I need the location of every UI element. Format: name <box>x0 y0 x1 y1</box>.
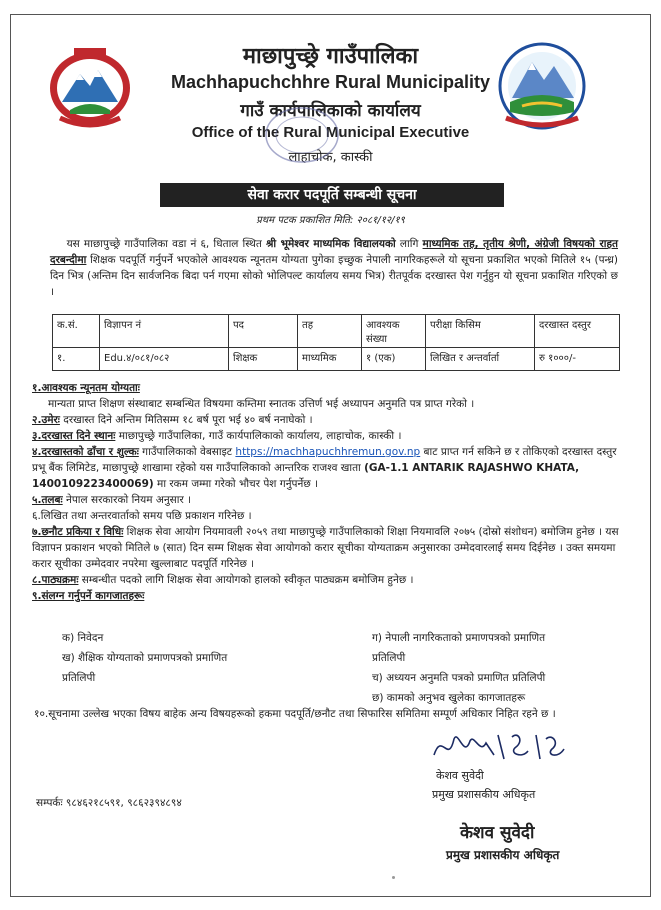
notice-title: सेवा करार पदपूर्ति सम्बन्धी सूचना <box>160 183 504 207</box>
section-heading: ९.संलग्न गर्नुपर्ने कागजातहरूः <box>32 590 145 602</box>
table-cell: लिखित र अन्तर्वार्ता <box>426 348 535 371</box>
title-stamp: प्रमुख प्रशासकीय अधिकृत <box>446 848 560 862</box>
table-header-cell: आवश्यक संख्या <box>362 315 426 348</box>
list-item: छ) कामको अनुभव खुलेका कागजातहरू <box>372 692 526 704</box>
table-header-cell: परीक्षा किसिम <box>426 315 535 348</box>
municipality-title-np: माछापुच्छ्रे गाउँपालिका <box>242 44 419 69</box>
page-mark <box>392 876 395 879</box>
handwritten-signature-icon <box>428 725 568 769</box>
table-cell: माध्यमिक <box>298 348 362 371</box>
table-cell: Edu.४/०८१/०८२ <box>100 348 229 371</box>
school-name: श्री भूमेश्वर माध्यमिक विद्यालयको <box>266 238 396 250</box>
office-title-en: Office of the Rural Municipal Executive <box>191 124 470 141</box>
section-heading: १.आवश्यक न्यूनतम योग्यताः <box>32 382 140 394</box>
signatory-title: प्रमुख प्रशासकीय अधिकृत <box>432 788 536 801</box>
table-cell: शिक्षक <box>229 348 298 371</box>
published-date: प्रथम पटक प्रकाशित मिति: २०८१/१२/१९ <box>256 215 405 226</box>
list-item: च) अध्ययन अनुमति पत्रको प्रमाणित प्रतिलिपी <box>372 672 546 684</box>
table-header-row <box>53 315 620 348</box>
intro-paragraph: यस माछापुच्छ्रे गाउँपालिका वडा नं ६, धिताल स्थित श्री भूमेश्वर माध्यमिक विद्यालयको लागि माध्यमिक तह, तृतीय श्रेणी, अंग्रेजी विषयको राहत दरबन्दीमा शिक्षक पदपूर्ति गर्नुपर्ने भएकोले आवश्यक न्यूनतम योग्यता पुगेका इच्छुक नेपाली नागरिकहरूले यो सूचना प्रकाशित भएको मितिले १५ (पन्ध्र) दिन भित्र (अन्तिम दिन सार्वजनिक बिदा पर्न गएमा सोको भोलिपल्ट कार्यालय समय भित्र) रीतपूर्वक दरखास्त पेश गर्नुहुन यो सूचना प्रकाशित गरिएको छ । <box>50 238 619 298</box>
vacancy-table <box>52 314 620 371</box>
list-item: ग) नेपाली नागरिकताको प्रमाणपत्रको प्रमाणित <box>372 632 546 644</box>
table-header-cell: विज्ञापन नं <box>100 315 229 348</box>
list-item: प्रतिलिपी <box>62 672 96 684</box>
section-heading: ३.दरखास्त दिने स्थानः <box>32 430 116 442</box>
documents-list-left <box>62 628 342 688</box>
table-header-cell: क.सं. <box>53 315 100 348</box>
section-text: ६.लिखित तथा अन्तरवार्ताको समय पछि प्रकाशन गरिनेछ । <box>32 510 252 522</box>
table-header-cell: तह <box>298 315 362 348</box>
section-qualification: १.आवश्यक न्यूनतम योग्यताः मान्यता प्राप्त शिक्षण संस्थाबाट सम्बन्धित विषयमा कम्तिमा स्नातक उत्तिर्ण भई अध्यापन अनुमति पत्र प्राप्त गरेको । २.उमेरः दरखास्त दिने अन्तिम मितिसम्म १८ बर्ष पूरा भई ४० बर्ष ननाघेको । ३.दरखास्त दिने स्थानः माछापुच्छ्रे गाउँपालिका, गाउँ कार्यपालिकाको कार्यालय, लाहाचोक, कास्की । ४.दरखास्तको ढाँचा र शुल्कः गाउँपालिकाको वेबसाइट https://machhapuchhremun.gov.np बाट प्राप्त गर्न सकिने छ र तोकिएको दरखास्त दस्तुर प्रभू बैंक लिमिटेड, माछापुच्छ्रे शाखामा रहेको यस गाउँपालिकाको आन्तरिक राजश्व खाता (GA-1.1 ANTARIK RAJASHWO KHATA, 1400109223400069) मा रकम जम्मा गरेको भौचर पेश गर्नुपर्नेछ । ५.तलबः नेपाल सरकारको नियम अनुसार । ६.लिखित तथा अन्तरवार्ताको समय पछि प्रकाशन गरिनेछ । ७.छनौट प्रकिया र विधिः शिक्षक सेवा आयोग नियमावली २०५९ तथा माछापुच्छ्रे गाउँपालिकाको शिक्षा नियमावलि २०७५ (दोस्रो संशोधन) बमोजिम हुनेछ । यस विज्ञापन प्रकाशन भएको मितिले ७ (सात) दिन सम्म शिक्षक सेवा आयोगको करार सूचीका योग्यताक्रम अनुसारका उम्मेदवारलाई समय दिईनेछ । उक्त समयमा करार सूचीका उम्मेदवार नपरेमा खुल्लाबाट पदपूर्ति गरिनेछ । ८.पाठ्यक्रमः सम्बन्धीत पदको लागि शिक्षक सेवा आयोगको हालको स्वीकृत पाठ्यक्रम बमोजिम हुनेछ । ९.संलग्न गर्नुपर्ने कागजातहरूः <box>32 380 632 604</box>
name-stamp: केशव सुवेदी <box>460 823 535 843</box>
signatory-name: केशव सुवेदी <box>436 769 484 782</box>
table-cell: १. <box>53 348 100 371</box>
office-location: लाहाचोक, कास्की <box>288 150 373 165</box>
list-item: ख) शैक्षिक योग्यताको प्रमाणपत्रको प्रमाणित <box>62 652 228 664</box>
section-heading: २.उमेरः <box>32 414 60 426</box>
table-cell: रु १०००/- <box>535 348 620 371</box>
website-link[interactable]: https://machhapuchhremun.gov.np <box>235 446 421 458</box>
table-cell: १ (एक) <box>362 348 426 371</box>
post-level: माध्यमिक तह, तृतीय श्रेणी, अंग्रेजी विषयको राहत दरबन्दीमा <box>50 238 619 266</box>
contact-numbers: सम्पर्कः ९८४६२१८५९१, ९८६२३९४८९४ <box>36 797 182 809</box>
list-item: क) निवेदन <box>62 632 104 644</box>
account-number: (GA-1.1 ANTARIK RAJASHWO KHATA, 1400109223400069) <box>32 462 580 490</box>
section-heading: ८.पाठ्यक्रमः <box>32 574 79 586</box>
section-heading: ४.दरखास्तको ढाँचा र शुल्कः <box>32 446 139 458</box>
office-round-stamp-icon <box>262 104 342 166</box>
documents-list-right <box>372 628 632 708</box>
office-title-np: गाउँ कार्यपालिकाको कार्यालय <box>240 101 421 121</box>
section-heading: ७.छनौट प्रकिया र विधिः <box>32 526 124 538</box>
table-header-cell: पद <box>229 315 298 348</box>
section-authority: १०.सूचनामा उल्लेख भएका विषय बाहेक अन्य विषयहरूको हकमा पदपूर्ति/छनौट तथा सिफारिस समितिमा सम्पूर्ण अधिकार निहित रहने छ । <box>34 708 556 720</box>
municipality-title-en: Machhapuchchhre Rural Municipality <box>170 72 491 92</box>
section-text: मान्यता प्राप्त शिक्षण संस्थाबाट सम्बन्धित विषयमा कम्तिमा स्नातक उत्तिर्ण भई अध्यापन अनुमति पत्र प्राप्त गरेको । <box>48 398 475 410</box>
table-header-cell: दरखास्त दस्तुर <box>535 315 620 348</box>
table-row <box>53 348 620 371</box>
list-item: प्रतिलिपी <box>372 652 406 664</box>
section-heading: ५.तलबः <box>32 494 63 506</box>
